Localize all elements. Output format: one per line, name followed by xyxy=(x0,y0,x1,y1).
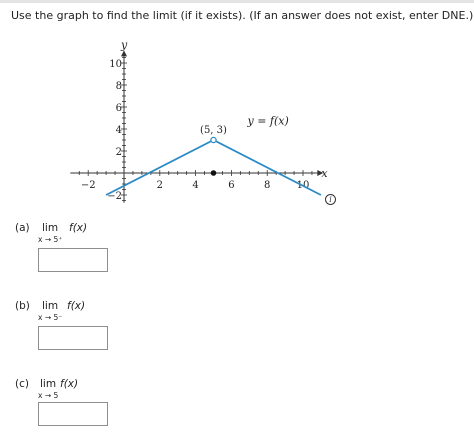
x-tick-label: 4 xyxy=(192,180,199,191)
part-c-subscript: x → 5 xyxy=(38,391,59,400)
closed-point xyxy=(211,170,217,176)
function-line xyxy=(106,140,321,195)
part-c-letter: (c) xyxy=(15,378,29,390)
part-a-function: f(x) xyxy=(69,222,88,234)
y-tick-label: −2 xyxy=(107,191,122,202)
y-tick-label: 6 xyxy=(115,103,122,114)
answer-input-a[interactable] xyxy=(38,248,108,272)
info-circle-icon[interactable]: i xyxy=(325,194,336,205)
y-tick-label: 4 xyxy=(115,125,122,136)
answer-input-c[interactable] xyxy=(38,402,108,426)
y-tick-label: 8 xyxy=(115,81,122,92)
x-tick-label: 6 xyxy=(228,180,235,191)
part-b-subscript: x → 5⁻ xyxy=(38,313,63,322)
x-tick-label: −2 xyxy=(80,180,96,191)
part-b-function: f(x) xyxy=(67,300,86,312)
point-label: (5, 3) xyxy=(200,125,227,136)
part-b-letter: (b) xyxy=(15,300,30,312)
open-point xyxy=(211,137,216,142)
part-c-function: f(x) xyxy=(60,378,79,390)
y-tick-label: 2 xyxy=(115,147,122,158)
x-tick-label: 10 xyxy=(296,180,310,191)
x-tick-labels xyxy=(81,180,310,191)
x-tick-label: 8 xyxy=(264,180,271,191)
x-tick-label: 2 xyxy=(156,180,163,191)
x-axis-label: x xyxy=(321,167,328,180)
y-axis-label: y xyxy=(121,38,128,52)
y-tick-labels xyxy=(107,59,122,202)
instructions-text: Use the graph to find the limit (if it exists). (If an answer does not exist, enter DNE.) xyxy=(11,9,474,22)
part-a-subscript: x → 5⁺ xyxy=(38,235,63,244)
y-tick-label: 10 xyxy=(109,59,122,70)
function-label: y = f(x) xyxy=(247,114,289,128)
part-c-lim: lim xyxy=(40,378,57,390)
part-a-lim: lim xyxy=(42,222,59,234)
part-b-lim: lim xyxy=(42,300,59,312)
part-a-letter: (a) xyxy=(15,222,30,234)
answer-input-b[interactable] xyxy=(38,326,108,350)
